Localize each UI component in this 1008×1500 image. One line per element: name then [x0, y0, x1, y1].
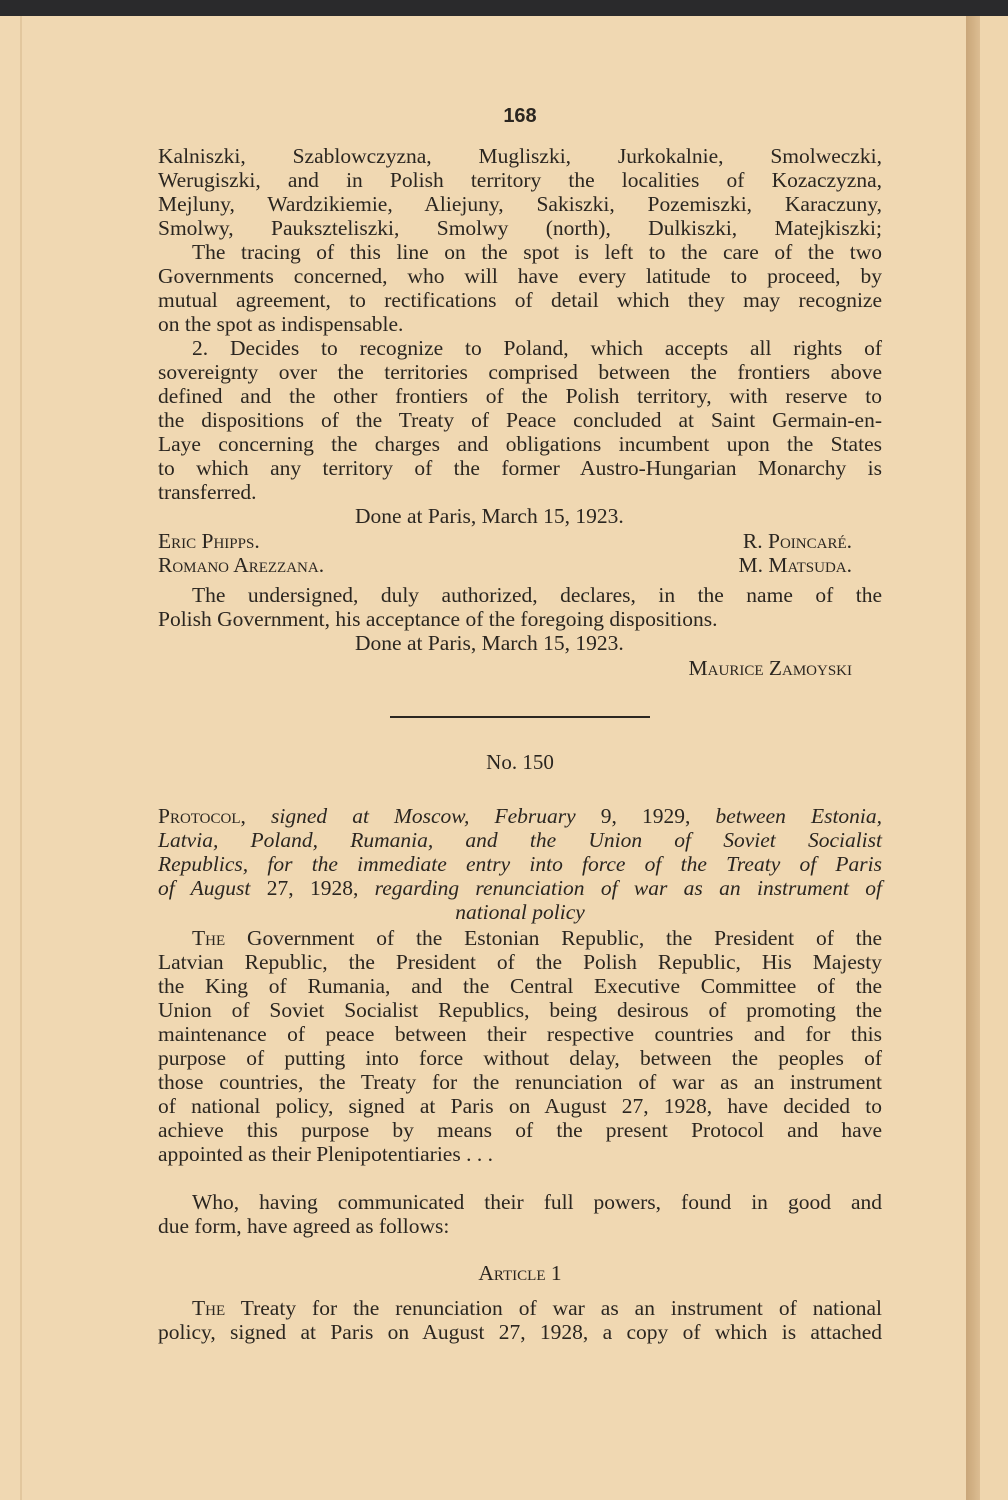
text-segment: Maurice Zamoyski [688, 656, 852, 680]
text-segment: Done at Paris, March 15, 1923. [355, 631, 624, 655]
text-segment: of August [158, 876, 267, 900]
text-segment: on the spot as indispensable. [158, 312, 404, 336]
text-line [192, 1190, 882, 1214]
text-segment: Treaty for the renunciation of war as an instrument of national [225, 1296, 882, 1320]
text-line [158, 828, 882, 852]
text-segment: those countries, the Treaty for the renunciation of war as an instrument [158, 1070, 882, 1094]
text-segment: Romano Arezzana. [158, 553, 325, 577]
text-line [192, 336, 882, 360]
text-line [158, 144, 882, 168]
text-segment: mutual agreement, to rectifications of detail which they may recognize [158, 288, 882, 312]
text-segment: Republics, for the immediate entry into force of the Treaty of Paris [158, 852, 882, 876]
text-line [355, 504, 624, 528]
text-line [158, 384, 882, 408]
text-segment: the King of Rumania, and the Central Executive Committee of the [158, 974, 882, 998]
text-line [158, 529, 882, 553]
text-segment: Werugiszki, and in Polish territory the localities of Kozaczyzna, [158, 168, 882, 192]
text-segment: The [192, 1296, 226, 1320]
text-segment: Smolwy, Paukszteliszki, Smolwy (north), Dulkiszki, Matejkiszki; [158, 216, 882, 240]
text-line [192, 1296, 882, 1320]
document-page [0, 16, 968, 1500]
signature-right [743, 529, 852, 553]
text-segment: Eric Phipps. [158, 529, 260, 553]
text-segment: Government of the Estonian Republic, the President of the [225, 926, 882, 950]
text-line [158, 168, 882, 192]
signature-right [738, 553, 852, 577]
text-segment: R. Poincaré. [742, 529, 852, 553]
text-segment: Who, having communicated their full powers, found in good and [192, 1190, 882, 1214]
text-line [158, 408, 882, 432]
text-segment: the dispositions of the Treaty of Peace concluded at Saint Germain-en- [158, 408, 882, 432]
text-segment: Protocol [158, 804, 241, 828]
text-line [158, 1094, 882, 1118]
text-line [158, 432, 882, 456]
text-segment: to which any territory of the former Austro-Hungarian Monarchy is [158, 456, 882, 480]
text-segment: Kalniszki, Szablowczyzna, Mugliszki, Jurkokalnie, Smolweczki, [158, 144, 882, 168]
text-line [158, 192, 882, 216]
text-segment: Laye concerning the charges and obligations incumbent upon the States [158, 432, 882, 456]
text-line [158, 900, 882, 924]
text-line [158, 998, 882, 1022]
signature-right [689, 656, 852, 680]
text-line [158, 804, 882, 828]
section-divider [390, 716, 650, 718]
text-line [158, 1070, 882, 1094]
text-segment: Mejluny, Wardzikiemie, Aliejuny, Sakiszki, Pozemiszki, Karaczuny, [158, 192, 882, 216]
text-line [355, 631, 624, 655]
text-line [192, 926, 882, 950]
page-edge-shadow [966, 16, 980, 1500]
text-segment: 1 [545, 1261, 562, 1285]
text-line [158, 1046, 882, 1070]
text-line [158, 1142, 882, 1166]
text-segment: national policy [455, 900, 585, 924]
text-line [192, 240, 882, 264]
text-segment: The tracing of this line on the spot is left to the care of the two [192, 240, 882, 264]
text-line [158, 607, 882, 631]
text-segment: achieve this purpose by means of the present Protocol and have [158, 1118, 882, 1142]
text-line [158, 974, 882, 998]
text-segment: defined and the other frontiers of the Polish territory, with reserve to [158, 384, 882, 408]
next-page-edge [980, 16, 1008, 1500]
text-segment: Polish Government, his acceptance of the foregoing dispositions. [158, 607, 718, 631]
text-line [158, 1118, 882, 1142]
text-segment: sovereignty over the territories comprised between the frontiers above [158, 360, 882, 384]
text-segment: Done at Paris, March 15, 1923. [355, 504, 624, 528]
text-segment: of national policy, signed at Paris on August 27, 1928, have decided to [158, 1094, 882, 1118]
text-segment: signed at Moscow, February [270, 804, 601, 828]
text-segment: Governments concerned, who will have every latitude to proceed, by [158, 264, 882, 288]
text-line [158, 480, 882, 504]
text-segment: transferred. [158, 480, 257, 504]
page-number: 168 [503, 105, 537, 127]
text-segment: Latvia, Poland, Rumania, and the Union of Soviet Socialist [158, 828, 882, 852]
text-line [158, 1022, 882, 1046]
text-segment: Latvian Republic, the President of the Polish Republic, His Majesty [158, 950, 882, 974]
text-segment: 27, 1928, [266, 876, 375, 900]
text-line [158, 876, 882, 900]
text-segment: maintenance of peace between their respective countries and for this [158, 1022, 882, 1046]
text-segment: The [192, 926, 226, 950]
text-segment: policy, signed at Paris on August 27, 1928, a copy of which is attached [158, 1320, 882, 1344]
text-line [158, 288, 882, 312]
text-line [158, 312, 882, 336]
text-line [158, 456, 882, 480]
text-line [158, 1261, 882, 1285]
text-line [158, 950, 882, 974]
text-line [192, 583, 882, 607]
text-line [158, 1214, 882, 1238]
text-line [158, 852, 882, 876]
text-segment: Union of Soviet Socialist Republics, being desirous of promoting the [158, 998, 882, 1022]
text-segment: purpose of putting into force without delay, between the peoples of [158, 1046, 882, 1070]
text-segment: regarding renunciation of war as an instrument of [374, 876, 883, 900]
text-line [158, 1320, 882, 1344]
text-segment: 9, 1929, [600, 804, 716, 828]
text-segment: 2. Decides to recognize to Poland, which accepts all rights of [192, 336, 882, 360]
text-segment: The undersigned, duly authorized, declares, in the name of the [192, 583, 882, 607]
text-line [158, 360, 882, 384]
text-segment: due form, have agreed as follows: [158, 1214, 450, 1238]
section-number: No. 150 [486, 750, 554, 774]
text-segment: between Estonia, [715, 804, 883, 828]
text-segment: Article [478, 1261, 546, 1285]
text-line [158, 264, 882, 288]
text-line [158, 553, 882, 577]
text-segment: M. Matsuda. [738, 553, 852, 577]
text-line [158, 216, 882, 240]
text-segment: , [240, 804, 271, 828]
text-segment: appointed as their Plenipotentiaries . . . [158, 1142, 493, 1166]
